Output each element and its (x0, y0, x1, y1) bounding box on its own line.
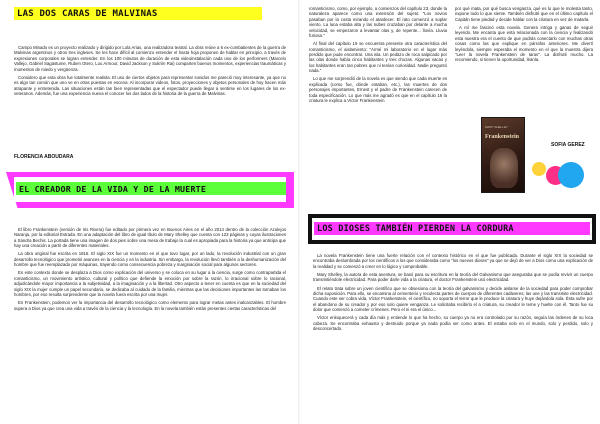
column-a (309, 6, 447, 196)
column-b (455, 6, 593, 108)
section3-paragraph: Mary Shelley, la autora de esta aventura, se basó para su escritura en la teoría del Galvanismo que aseguraba que se podía revivir un cuerpo transmitiéndole electricidad. Para poder darle vida a la criatura, el doctor Frankenstein usó electricidad. (313, 272, 593, 283)
column-b-author: SOFIA GEREZ (551, 142, 585, 148)
section2-paragraph: La obra original fue escrita en 1816. El siglo XIX fue un momento en el que tuvo lugar, por un lado, la revolución industrial con un gran desarrollo tecnológico que prometió avances en la ciencia y en la industria. Sin embargo, la revolución llevó también a la deshumanización del hombre que fue reemplazado por máquinas, trayendo como consecuencia pobreza y marginación social para algunos sectores. (14, 251, 286, 268)
book-cover-title: Frankenstein (485, 134, 520, 140)
section1-body (14, 45, 286, 153)
book-cover-image (481, 117, 525, 193)
book-cover-figure (490, 148, 518, 188)
section2-body (14, 227, 286, 419)
section2-paragraph: En este contexto donde se desplaza a Dios como explicación del universo y se coloca en su lugar a la ciencia, surge como contrapartida el romanticismo, un movimiento artístico, cultural y político que defiende la emoción por sobre la razón, lo irracional sobre lo racional, adjudicándole mayor importancia a la subjetividad, a la imaginación y a la libertad. Otro aspecto a tener en cuenta es que en la sociedad del siglo XIX la mujer cumple un papel secundario, se dedicaba al cuidado de la familia, mientras que las decisiones importantes las tomaban los hombres, por eso resulta sorprendente que la novela fuera escrita por una mujer. (14, 270, 286, 298)
column-b-paragraph: por qué mata, por qué busca venganza, qué es lo que le molesta tanto, expone todo lo que siente. También disfruté que en el último capítulo el Capitán tiene piedad y decide hablar con la criatura en vez de matarla. (455, 6, 593, 22)
column-a-paragraph: romanticismo, como, por ejemplo, a comienzos del capítulo 23, donde la naturaleza aparece como una extensión del sujeto: "Los novios pasaban por la costa mirando el atardecer. El rato comenzó a soplar viento. La luna estaba alta y las nubes cruzaban por delante a mucha velocidad, se empezaron a levantar olas y, de repente... llovía. Lluvia furiosa." (309, 6, 447, 39)
section3-paragraph: Víctor enloquecerá y cada día más y entiende lo que ha hecho, su cuerpo ya no era controlado por su razón, seguía las órdenes de su loca cabeza. Se encontraba exhausto y destruido porque ya nada podía ser como antes. El estaba solo en el mundo, solo y perdido, solo y desconcertado. (313, 315, 593, 332)
section3-paragraph: La novela Frankenstein tiene una fuerte relación con el contexto histórico en el que fue publicada. Durante el siglo XIX la sociedad se encontraba deslumbrada por los científicos a los que consideraba como "los nuevos dioses" ya que se dejó de ver a Dios como una explicación de la realidad y se comenzó a creer en lo lógico y comprobable. (313, 253, 593, 269)
column-a-paragraph: Al final del capítulo 19 se encuentra presente otra característica del romanticismo, el aislamiento: "Armé mi laboratorio en el lugar más perdido que pude encontrar. Una isla. Un pedazo de roca salpicado por las olas donde había cinco habitantes y tres chozas. Algunas vacas y los habitantes eran tan pobres que ni tenían curiosidad. Nadie preguntó nada." (309, 41, 447, 74)
section2-paragraph: En Frankenstein, podemos ver la importancia del desarrollo tecnológico como elemento para lograr metas antes inalcanzables. El hombre supera a Dios ya que crea una vida a través de la ciencia y la tecnología. En la novela también están presentes ciertas características del (14, 300, 286, 311)
section2-paragraph: El libro Frankenstein (versión de Iris Rivera) fue editado por primera vez en Buenos Aires en el año 2014 dentro de la colección Azulejos Naranja, por la editorial Estrada. En una adaptación del libro de igual título de Mary Shelley que cuenta con 123 páginas y cuyas ilustraciones a Sandra Bechis. La portada tiene una imagen de dos pies sobre una mesa de trabajo la cual es apropiada para la historia ya que anticipa que hay una creación a partir de diferentes materiales. (14, 227, 286, 249)
section1-paragraph: Considero que esta obra fue totalmente realista. El uso de ciertos objetos para representar sonidos me pareció muy interesante, ya que no es algo tan común que uno ve en otras puestas en escena. Al incorporar videos, fotos, proyecciones y objetos personales de hoy hacen más atrapante y entretenida. Las situaciones están tan bien representadas que el espectador puede llegar a sentirse en los lugares de los ex-veteranos. Además, fue una experiencia nueva el conocer los dos lados de la historia de la guerra de Malvinas. (14, 74, 286, 97)
section3-body (313, 253, 593, 419)
section3-paragraph: El relato trata sobre un joven científico que se obsesiona con la teoría del galvanismo y decide aislarse de la sociedad para poder comprobar dicha suposición. Para ello, se encamina al cementerio y recolecta partes de cuerpos de diferentes cadáveres; las une y las transmite electricidad. Cuando este ser cobra vida, Víctor Frankenstein, el científico, no soporta el terror que le produce la criatura y huye dejándola sola. Ésta sufre por el abandono de su creador y por eso solo quiere venganza. Le solicitaba recibirlo el a criatura, su creador le teme y huelte con él. Tanto fue su dolor que comenzó a cometer crímenes. Pero el ni era el único... (313, 285, 593, 313)
section1-paragraph: Campo Minado es un proyecto realizado y dirigido por Lola Arias, una realizadora teatral. La obra reúne a 6 ex-combatientes de la guerra de Malvinas argentinos y otros tres ingleses. Se les hace difícil al comienzo entender el hasta hoja proponen de hablar en principio, a través de expresiones corporales se logran entender. En los 100 minutos de duración de esta videoinstalación cada uno de los performers (Marcelo Vallejo, Gabriel Sagastume, Ruben Otero, Lou Armour, David Jackson y Sukrim Rai) comparten buenos momentos, experiencias traumáticas y momentos de miedo y vergüenza. (14, 45, 286, 72)
decorative-bubble-blue (558, 162, 584, 188)
decorative-bubble-yellow (532, 162, 546, 176)
section1-title: LAS DOS CARAS DE MALVINAS (17, 9, 158, 19)
book-cover-author: MARY SHELLEY (485, 125, 508, 129)
section1-author: FLORENCIA ABOUDARA (14, 154, 74, 160)
section2-title: EL CREADOR DE LA VIDA Y DE LA MUERTE (19, 184, 207, 194)
column-b-paragraph: A mí me fascinó esta novela. Genera intriga y ganas de seguir leyendo. Me encanta que esta relacionada con la ciencia y fealizandó esta nuestra era el cuento de que podrás conectarlo con muchas otras cosas como las que explique en párrafos anteriores. Me divertí leyéndola, siempre esperaba el momento en el que la muestra dijera "Leer la novela Frankenstein de Iaras". La disfruté mucho. La recomiendo, si tienen la oportunidad, léanla. (455, 25, 593, 63)
section3-title-band (308, 214, 596, 244)
column-a-paragraph: Lo que me sorprendió de la novela es que siendo que cada muerte es explicada (como fue, dónde estaban, etc.), las muertes de dos personajes importantes, Ernest y el padre de Frankenstein carecen de toda especificación. Lo que más me agradó es que en el capítulo 16 la criatura le explica a Víctor Frankenstein (309, 76, 447, 104)
section3-title: LOS DIOSES TAMBIÉN PIERDEN LA CORDURA (317, 224, 514, 234)
right-page (300, 0, 600, 424)
section2-title-band (6, 172, 294, 208)
